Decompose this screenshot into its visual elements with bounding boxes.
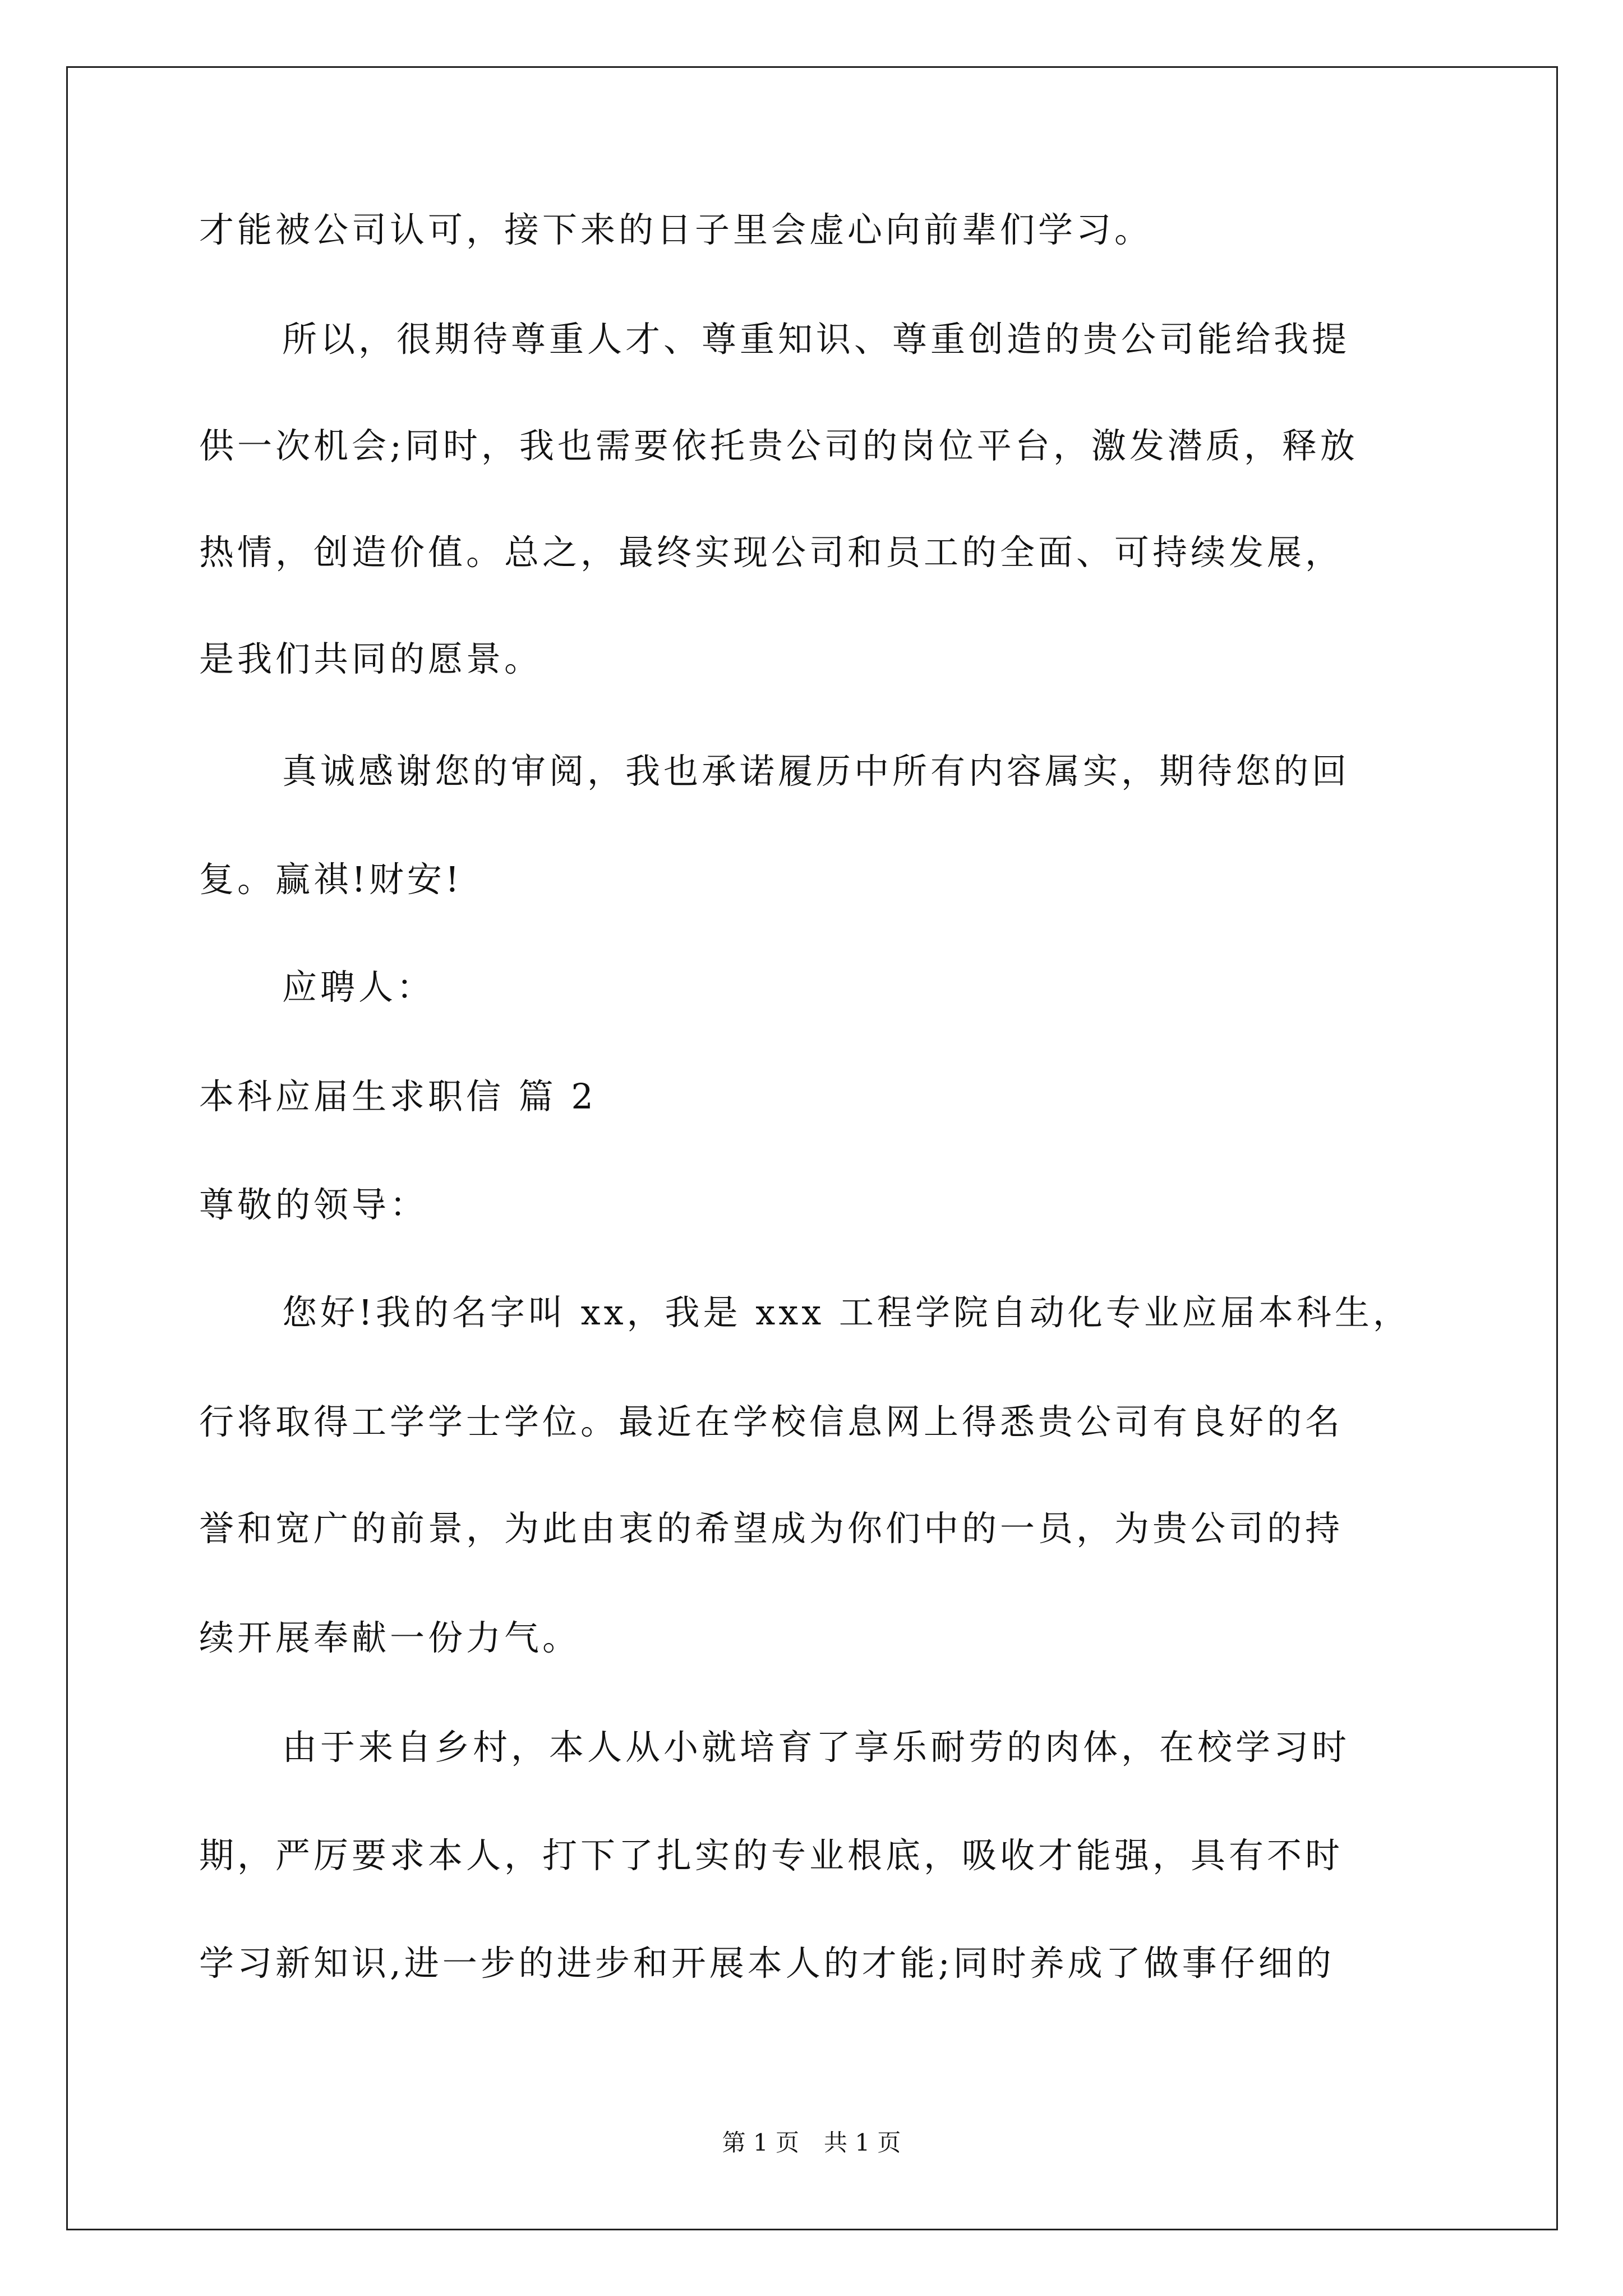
salutation: 尊敬的领导： <box>199 1184 428 1225</box>
text-line: 是我们共同的愿景。 <box>199 638 543 679</box>
page-total: 共 1 页 <box>824 2129 901 2156</box>
text-line: 热情，创造价值。总之，最终实现公司和员工的全面、可持续发展， <box>199 532 1344 573</box>
text-line: 您好!我的名字叫 xx，我是 xxx 工程学院自动化专业应届本科生， <box>282 1292 1411 1333</box>
text-line: 学习新知识,进一步的进步和开展本人的才能;同时养成了做事仔细的 <box>199 1943 1335 1984</box>
page-footer <box>0 2129 1623 2157</box>
signature-label: 应聘人： <box>282 967 435 1007</box>
page-number: 第 1 页 <box>722 2129 799 2156</box>
text-line: 供一次机会;同时，我也需要依托贵公司的岗位平台，激发潜质，释放 <box>199 425 1358 466</box>
text-line: 行将取得工学学士学位。最近在学校信息网上得悉贵公司有良好的名 <box>199 1401 1344 1442</box>
text-line: 复。赢祺!财安! <box>199 859 463 900</box>
text-line: 才能被公司认可，接下来的日子里会虚心向前辈们学习。 <box>199 209 1153 250</box>
text-line: 真诚感谢您的审阅，我也承诺履历中所有内容属实，期待您的回 <box>282 751 1350 792</box>
text-line: 续开展奉献一份力气。 <box>199 1617 581 1658</box>
text-line: 由于来自乡村，本人从小就培育了享乐耐劳的肉体，在校学习时 <box>282 1727 1350 1768</box>
text-line: 期，严厉要求本人，打下了扎实的专业根底，吸收才能强，具有不时 <box>199 1835 1344 1876</box>
text-line: 誉和宽广的前景，为此由衷的希望成为你们中的一员，为贵公司的持 <box>199 1508 1344 1549</box>
page-border <box>66 66 1558 2230</box>
text-line: 所以，很期待尊重人才、尊重知识、尊重创造的贵公司能给我提 <box>282 319 1350 360</box>
section-heading: 本科应届生求职信 篇 2 <box>199 1076 597 1117</box>
